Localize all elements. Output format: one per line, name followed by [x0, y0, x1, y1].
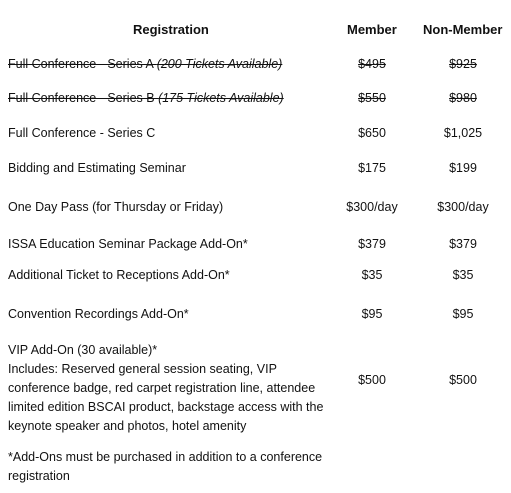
- member-price: $379: [358, 237, 386, 251]
- non-member-price: $95: [452, 307, 474, 321]
- row-name: Full Conference - Series A (200 Tickets Available): [8, 57, 283, 71]
- row-name: Additional Ticket to Receptions Add-On*: [8, 268, 230, 282]
- member-price: $35: [361, 268, 383, 282]
- non-member-price: $925: [449, 57, 477, 71]
- member-price: $95: [361, 307, 383, 321]
- add-ons-footnote: *Add-Ons must be purchased in addition to a conference registration: [8, 450, 323, 483]
- member-price: $300/day: [346, 200, 398, 214]
- member-price: $650: [358, 126, 386, 140]
- row-name: [8, 341, 338, 436]
- non-member-price: $300/day: [437, 200, 489, 214]
- non-member-price: $1,025: [443, 126, 483, 140]
- member-price: $495: [358, 57, 386, 71]
- non-member-price: $980: [449, 91, 477, 105]
- non-member-price: $500: [449, 373, 477, 387]
- non-member-header: Non-Member: [423, 22, 503, 37]
- registration-header: Registration: [133, 22, 209, 37]
- non-member-price: $35: [452, 268, 474, 282]
- row-name: Full Conference - Series C: [8, 126, 156, 140]
- row-name: Full Conference - Series B (175 Tickets Available): [8, 91, 284, 105]
- row-name: ISSA Education Seminar Package Add-On*: [8, 237, 248, 251]
- vip-details: Includes: Reserved general session seating, VIP conference badge, red carpet registration line, attendee limited edition BSCAI product, backstage access with the keynote speaker and photos, hotel amenity: [8, 362, 324, 433]
- member-price: $500: [358, 373, 386, 387]
- member-price: $550: [358, 91, 386, 105]
- member-header: Member: [347, 22, 397, 37]
- row-name: One Day Pass (for Thursday or Friday): [8, 200, 224, 214]
- row-name: Bidding and Estimating Seminar: [8, 161, 186, 175]
- non-member-price: $199: [449, 161, 477, 175]
- member-price: $175: [358, 161, 386, 175]
- row-name: Convention Recordings Add-On*: [8, 307, 189, 321]
- vip-title: VIP Add-On (30 available)*: [8, 343, 158, 357]
- non-member-price: $379: [449, 237, 477, 251]
